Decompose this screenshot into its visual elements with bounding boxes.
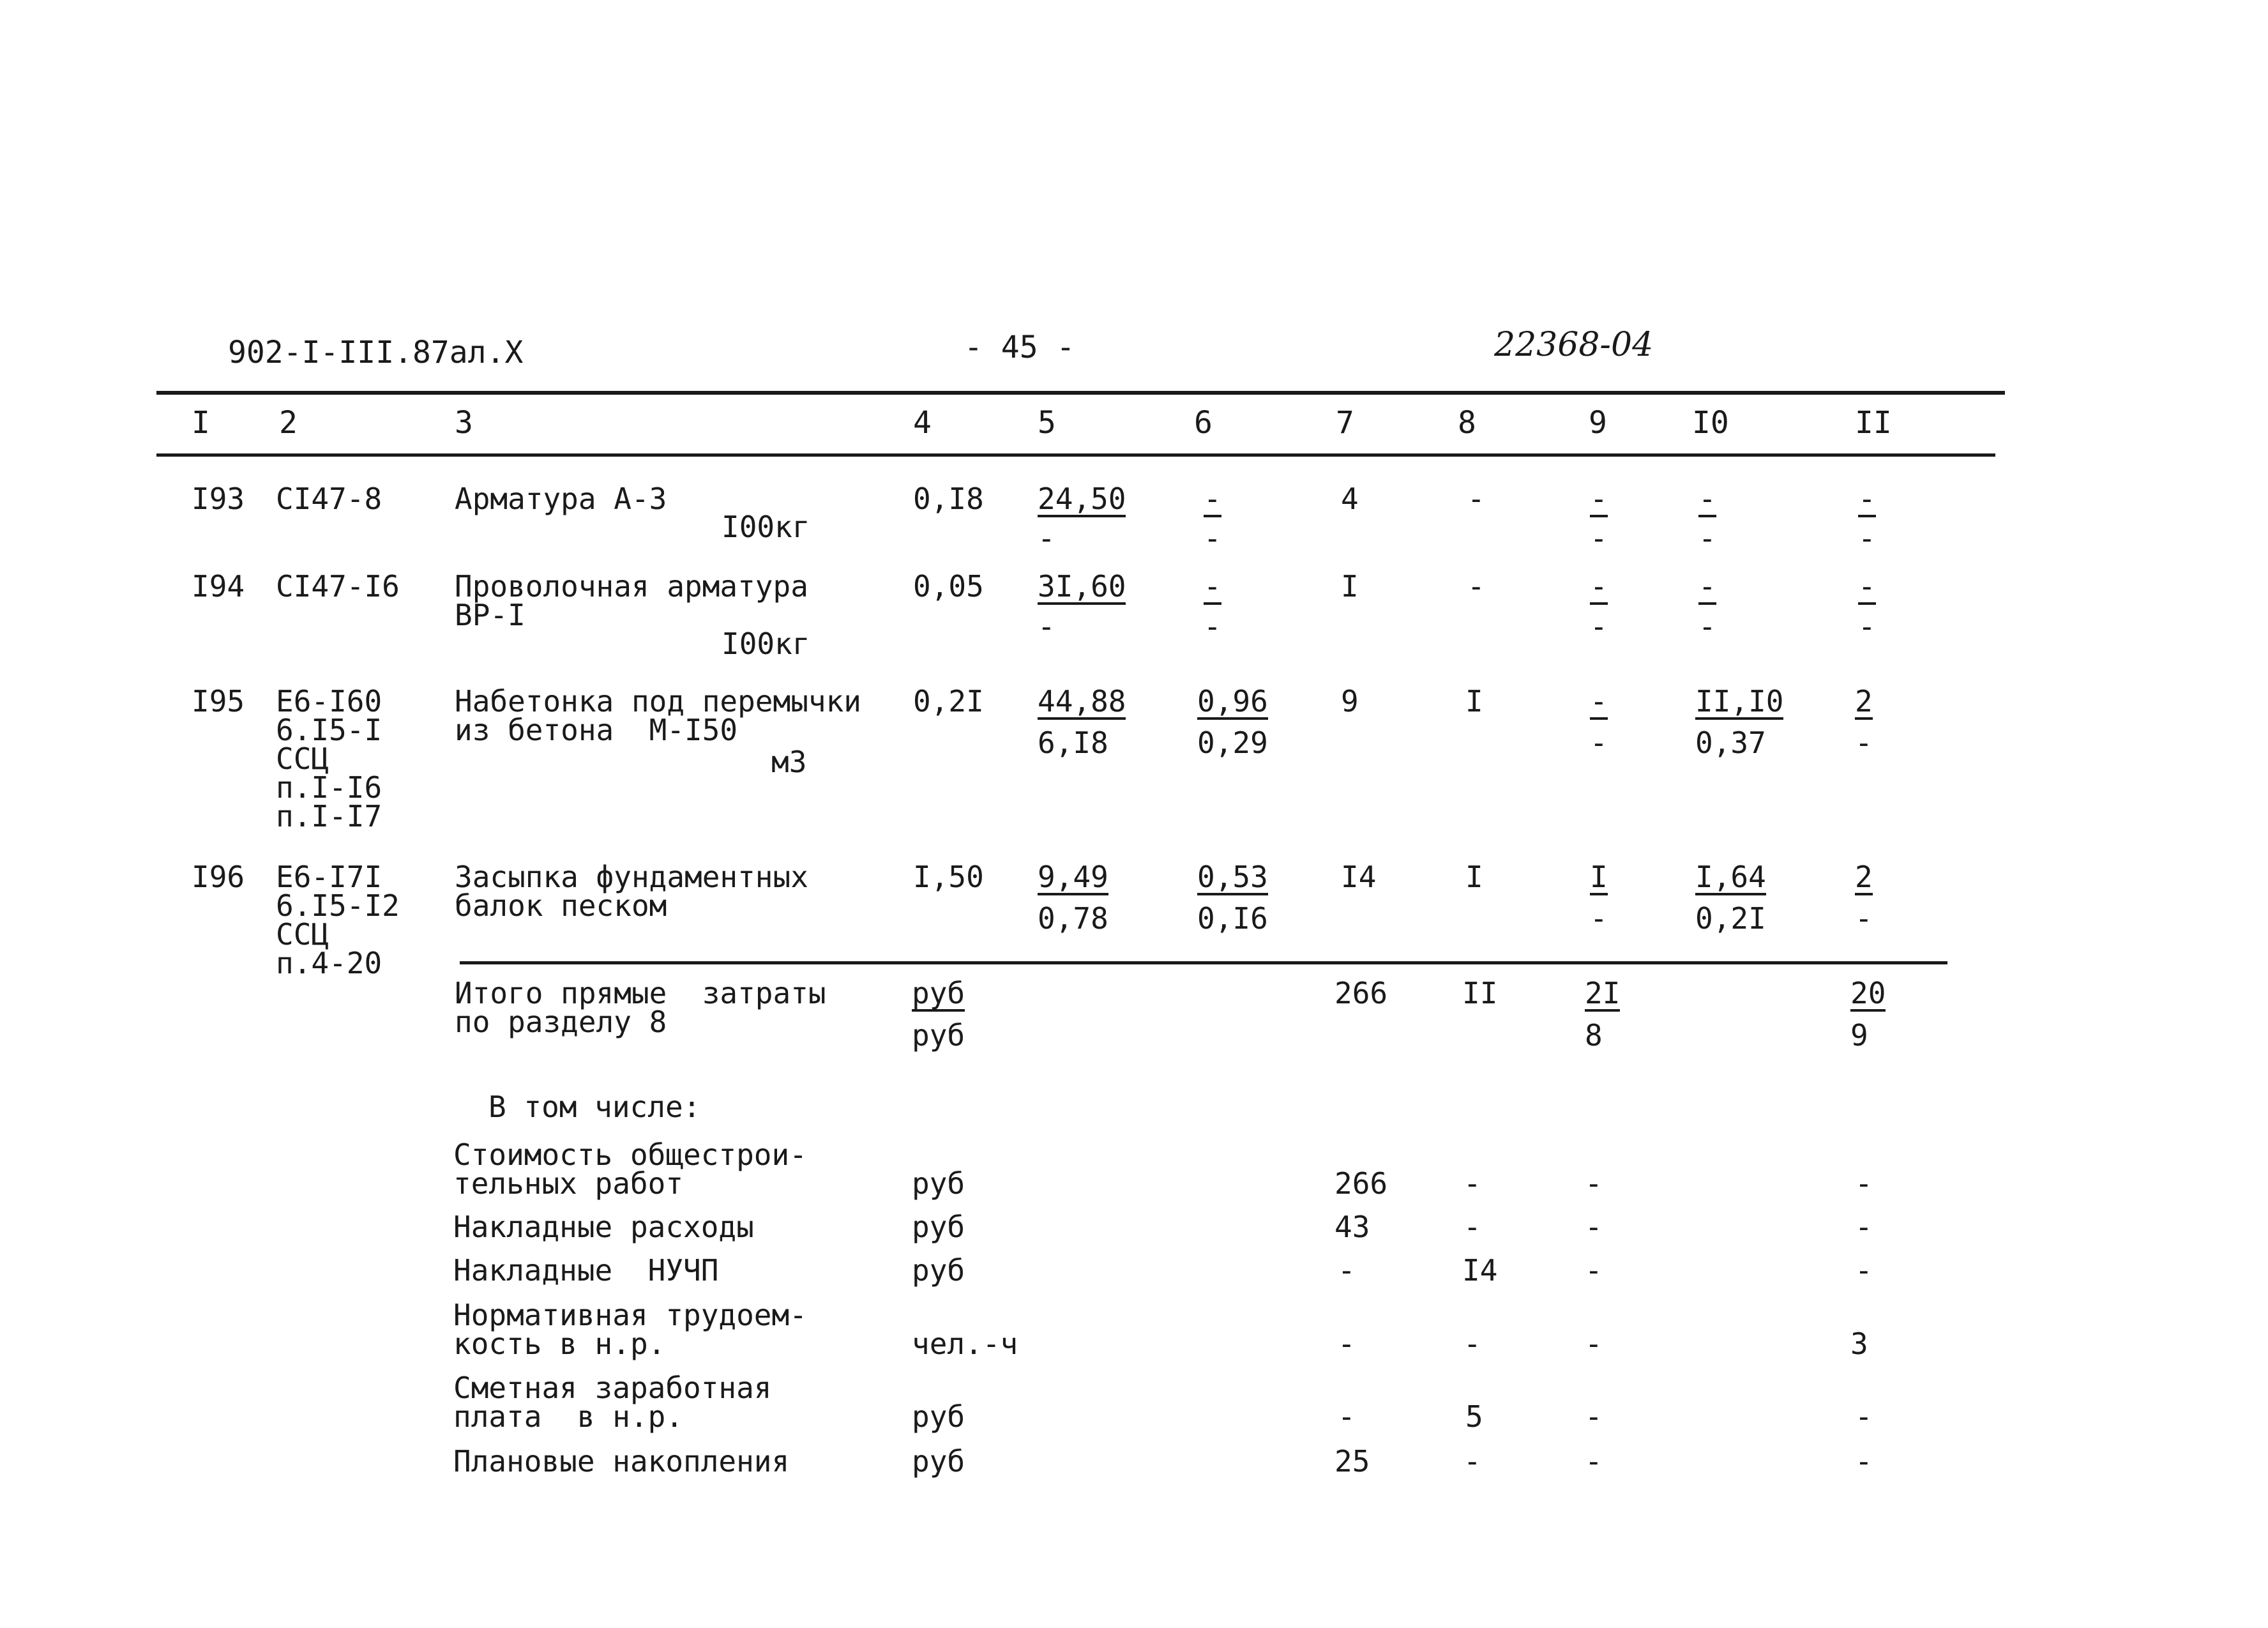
breakdown-unit: руб	[912, 1166, 965, 1201]
breakdown-unit: чел.-ч	[912, 1327, 1018, 1361]
column-header: II	[1855, 405, 1892, 441]
breakdown-col9: -	[1585, 1210, 1603, 1244]
norm-code: 6.I5-I2	[276, 888, 400, 923]
unit-cost: 44,88	[1038, 684, 1126, 719]
breakdown-col7: 25	[1334, 1444, 1370, 1479]
col9-wage: -	[1590, 609, 1608, 644]
total-label: Итого прямые затраты	[455, 976, 826, 1010]
breakdown-col8: 5	[1465, 1399, 1483, 1434]
col11-wage: -	[1855, 901, 1873, 936]
breakdown-unit: руб	[912, 1210, 965, 1244]
breakdown-label: Нормативная трудоем-	[453, 1298, 807, 1332]
breakdown-unit: руб	[912, 1253, 965, 1288]
breakdown-label: Накладные расходы	[453, 1210, 754, 1244]
col8-value: I	[1465, 860, 1483, 894]
breakdown-col8: -	[1463, 1327, 1481, 1361]
header-bottom-rule	[156, 453, 1995, 457]
breakdown-col11: -	[1855, 1210, 1873, 1244]
breakdown-label: Накладные НУЧП	[453, 1253, 719, 1288]
work-name: ВР-I	[455, 598, 525, 632]
total-col7: 266	[1334, 976, 1388, 1010]
breakdown-unit: руб	[912, 1444, 965, 1479]
breakdown-col11: -	[1855, 1399, 1873, 1434]
col6-wage: -	[1204, 609, 1221, 644]
col7-value: 9	[1341, 684, 1359, 719]
measure-unit: I00кг	[722, 627, 810, 661]
total-col11-wage: 9	[1850, 1018, 1868, 1053]
col6-value: 0,53	[1197, 860, 1268, 894]
header-top-rule	[156, 391, 2005, 395]
breakdown-col11: -	[1855, 1253, 1873, 1288]
col9-value: -	[1590, 569, 1608, 604]
total-col9: 2I	[1585, 976, 1621, 1010]
column-header: 7	[1336, 405, 1354, 441]
breakdown-col7: 43	[1334, 1210, 1370, 1244]
breakdown-unit: руб	[912, 1399, 965, 1434]
including-label: В том числе:	[488, 1090, 701, 1124]
measure-unit: I00кг	[722, 510, 810, 544]
column-header: 5	[1038, 405, 1056, 441]
work-name: из бетона М-I50	[455, 713, 738, 747]
document-code: 902-I-III.87ал.X	[228, 335, 524, 370]
measure-unit: м3	[771, 745, 807, 779]
unit-cost-wage: -	[1038, 521, 1055, 556]
col8-value: I	[1465, 684, 1483, 719]
column-header: 3	[455, 405, 473, 441]
col9-wage: -	[1590, 901, 1608, 936]
row-number: I96	[192, 860, 245, 894]
col7-value: 4	[1341, 482, 1359, 516]
breakdown-label: тельных работ	[453, 1166, 684, 1201]
col6-value: 0,96	[1197, 684, 1268, 719]
norm-code: п.I-I7	[276, 799, 382, 833]
total-unit: руб	[912, 1018, 965, 1053]
work-name: Набетонка под перемычки	[455, 684, 861, 719]
total-col8: II	[1462, 976, 1498, 1010]
col9-value: -	[1590, 684, 1608, 719]
col10-wage: -	[1698, 521, 1716, 556]
row-number: I94	[192, 569, 245, 604]
breakdown-col9: -	[1585, 1399, 1603, 1434]
total-unit: руб	[912, 976, 965, 1010]
breakdown-col8: -	[1463, 1166, 1481, 1201]
col11-value: -	[1858, 482, 1876, 516]
breakdown-col7: -	[1338, 1399, 1356, 1434]
quantity: 0,I8	[913, 482, 984, 516]
work-name: Арматура А-3	[455, 482, 667, 516]
breakdown-label: плата в н.р.	[453, 1399, 684, 1434]
col6-value: -	[1204, 482, 1221, 516]
total-label: по разделу 8	[455, 1005, 667, 1039]
col7-value: I	[1341, 569, 1359, 604]
unit-cost: 24,50	[1038, 482, 1126, 516]
col9-wage: -	[1590, 521, 1608, 556]
column-header: 6	[1194, 405, 1213, 441]
col11-value: 2	[1855, 860, 1873, 894]
col7-value: I4	[1341, 860, 1377, 894]
registry-number: 22368-04	[1494, 326, 1654, 364]
breakdown-label: кость в н.р.	[453, 1327, 666, 1361]
row-number: I95	[192, 684, 245, 719]
col8-value: -	[1467, 569, 1485, 604]
breakdown-label: Стоимость общестрои-	[453, 1137, 807, 1172]
breakdown-col11: 3	[1850, 1327, 1868, 1361]
row-number: I93	[192, 482, 245, 516]
breakdown-label: Плановые накопления	[453, 1444, 790, 1479]
col10-wage: -	[1698, 609, 1716, 644]
breakdown-col7: -	[1338, 1253, 1356, 1288]
col6-wage: 0,29	[1197, 726, 1268, 760]
column-header: 4	[913, 405, 932, 441]
breakdown-col8: -	[1463, 1444, 1481, 1479]
norm-code: Е6-I60	[276, 684, 382, 719]
work-name: балок песком	[455, 888, 667, 923]
total-col9-wage: 8	[1585, 1018, 1603, 1053]
norm-code: п.I-I6	[276, 770, 382, 805]
breakdown-col7: 266	[1334, 1166, 1388, 1201]
work-name: Засыпка фундаментных	[455, 860, 808, 894]
col11-value: 2	[1855, 684, 1873, 719]
unit-cost-wage: 0,78	[1038, 901, 1108, 936]
norm-code: 6.I5-I	[276, 713, 382, 747]
norm-code: п.4-20	[276, 946, 382, 980]
breakdown-col8: I4	[1462, 1253, 1498, 1288]
norm-code: Е6-I7I	[276, 860, 382, 894]
col11-wage: -	[1858, 521, 1876, 556]
col11-wage: -	[1858, 609, 1876, 644]
quantity: 0,05	[913, 569, 984, 604]
quantity: 0,2I	[913, 684, 984, 719]
column-header: I0	[1692, 405, 1729, 441]
unit-cost-wage: -	[1038, 609, 1055, 644]
col9-value: -	[1590, 482, 1608, 516]
unit-cost: 3I,60	[1038, 569, 1126, 604]
col10-value: II,I0	[1695, 684, 1784, 719]
col11-value: -	[1858, 569, 1876, 604]
col10-wage: 0,2I	[1695, 901, 1766, 936]
unit-cost: 9,49	[1038, 860, 1108, 894]
col6-wage: -	[1204, 521, 1221, 556]
col10-wage: 0,37	[1695, 726, 1766, 760]
norm-code: ССЦ	[276, 917, 329, 952]
norm-code: ССЦ	[276, 742, 329, 776]
page-number: - 45 -	[964, 330, 1075, 365]
breakdown-col9: -	[1585, 1444, 1603, 1479]
col10-value: -	[1698, 482, 1716, 516]
breakdown-col9: -	[1585, 1253, 1603, 1288]
column-header: I	[192, 405, 210, 441]
unit-cost-wage: 6,I8	[1038, 726, 1108, 760]
col8-value: -	[1467, 482, 1485, 516]
breakdown-label: Сметная заработная	[453, 1371, 772, 1405]
breakdown-col9: -	[1585, 1327, 1603, 1361]
breakdown-col7: -	[1338, 1327, 1356, 1361]
col9-wage: -	[1590, 726, 1608, 760]
breakdown-col8: -	[1463, 1210, 1481, 1244]
col6-wage: 0,I6	[1197, 901, 1268, 936]
column-header: 2	[279, 405, 298, 441]
col10-value: -	[1698, 569, 1716, 604]
col9-value: I	[1590, 860, 1608, 894]
quantity: I,50	[913, 860, 984, 894]
work-name: Проволочная арматура	[455, 569, 808, 604]
breakdown-col11: -	[1855, 1444, 1873, 1479]
norm-code: CI47-8	[276, 482, 382, 516]
col11-wage: -	[1855, 726, 1873, 760]
total-separator-rule	[460, 961, 1947, 964]
col10-value: I,64	[1695, 860, 1766, 894]
col6-value: -	[1204, 569, 1221, 604]
total-col11: 20	[1850, 976, 1886, 1010]
breakdown-col11: -	[1855, 1166, 1873, 1201]
norm-code: CI47-I6	[276, 569, 400, 604]
column-header: 8	[1458, 405, 1476, 441]
column-header: 9	[1589, 405, 1607, 441]
breakdown-col9: -	[1585, 1166, 1603, 1201]
